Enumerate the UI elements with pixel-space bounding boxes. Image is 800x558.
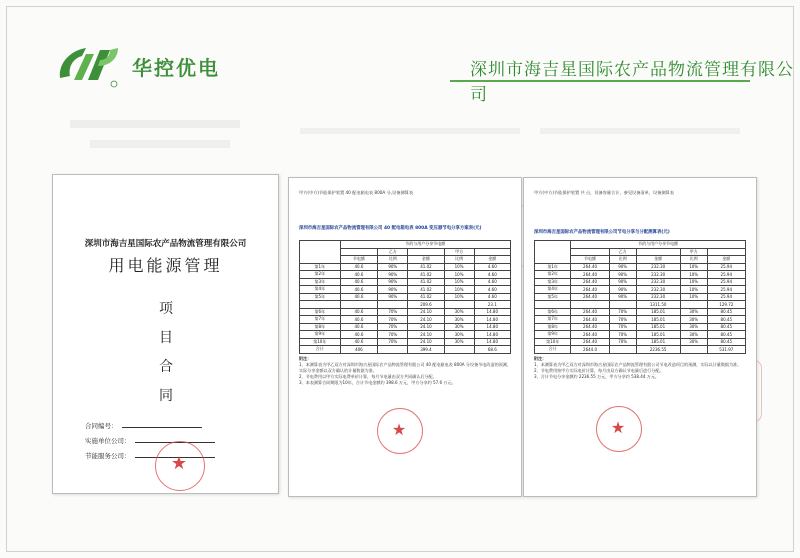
table-cell (609, 346, 636, 354)
table-cell: 40.6 (340, 308, 378, 316)
table-row (300, 271, 511, 279)
table-cell: 70% (609, 308, 636, 316)
table-cell: 第10年 (535, 338, 571, 346)
table-row (300, 278, 511, 286)
table-title: 深圳市海吉星国际农产品物流管理有限公司节电分享与分配测算表(元) (534, 230, 670, 235)
table-cell: 90% (378, 271, 408, 279)
table-notes (534, 356, 746, 380)
table-row (535, 278, 746, 286)
table-cell: 185.01 (636, 338, 680, 346)
table-cell: 90% (609, 271, 636, 279)
table-cell (444, 346, 474, 354)
seal-star-icon: ★ (391, 420, 407, 439)
table-cell: 4.60 (474, 293, 510, 301)
table-cell: 70% (378, 338, 408, 346)
company-title: 深圳市海吉星国际农产品物流管理有限公司 (470, 60, 794, 105)
table-cell: 第7年 (535, 316, 571, 324)
table-cell: 209.6 (408, 301, 444, 309)
table-header-cell: 金额 (707, 256, 745, 264)
savings-table-page-1 (288, 177, 522, 497)
note-item: 2、节电费用按甲方实际电价计算，每月由双方确认节电量后进行分配。 (534, 368, 664, 373)
contract-cover-page (52, 174, 279, 494)
table-cell: 14.80 (474, 316, 510, 324)
table-cell: 40.6 (340, 293, 378, 301)
table-cell: 30% (444, 323, 474, 331)
table-cell: 70% (609, 323, 636, 331)
field-client: 实施单位公司： (85, 434, 215, 449)
cover-char: 项 (159, 301, 173, 317)
table-cell: 80.45 (707, 316, 745, 324)
table-cell (444, 301, 474, 309)
cover-char: 同 (159, 388, 173, 404)
notes-label: 附注： (534, 356, 547, 361)
table-cell: 第5年 (300, 293, 341, 301)
table-cell: 10% (444, 286, 474, 294)
table-cell: 23.1 (474, 301, 510, 309)
table-cell: 10% (444, 293, 474, 301)
field-contract-no: 合同编号： (85, 419, 215, 434)
table-cell: 第4年 (535, 286, 571, 294)
table-row (535, 346, 746, 354)
table-cell: 第9年 (535, 331, 571, 339)
table-cell (680, 346, 707, 354)
table-cell: 10% (444, 271, 474, 279)
table-row (535, 263, 746, 271)
table-cell (340, 301, 378, 309)
table-cell: 68.6 (474, 346, 510, 354)
table-row (535, 301, 746, 309)
table-cell: 第8年 (535, 323, 571, 331)
table-row (300, 308, 511, 316)
table-cell: 10% (680, 278, 707, 286)
table-cell: 合计 (535, 346, 571, 354)
table-row (535, 323, 746, 331)
table-cell: 70% (609, 331, 636, 339)
table-cell: 1311.50 (636, 301, 680, 309)
table-row (535, 316, 746, 324)
table-row (300, 316, 511, 324)
table-cell: 90% (378, 293, 408, 301)
page-preamble: 甲方(中方)节能保护装置 40 配电箱电表 800A 分,设备测算表 (299, 190, 414, 195)
table-header-cell: 金额 (474, 256, 510, 264)
table-header-cell: 金额 (408, 256, 444, 264)
table-cell: 25.94 (707, 293, 745, 301)
table-cell: 14.80 (474, 338, 510, 346)
bleed-through-mark (90, 140, 230, 148)
note-item: 1、本测算表为甲乙双方对深圳市海吉星国际农产品物流管理有限公司 40 配电箱电表 800A 分设备节电改造的预测，实际分享金额以双方确认的计量数据为准。 (299, 362, 511, 373)
page-preamble: 甲方(中方)节能保护装置 共 台，设备容量合计，参见设备清单，设备测算表 (534, 190, 674, 195)
table-cell: 10% (680, 263, 707, 271)
table-cell: 232.30 (636, 293, 680, 301)
table-header-cell: 节电额 (340, 256, 378, 264)
cover-char: 目 (159, 330, 173, 346)
table-row (535, 286, 746, 294)
table-cell: 24.10 (408, 331, 444, 339)
table-cell: 第2年 (300, 271, 341, 279)
table-cell: 264.40 (571, 286, 609, 294)
table-header-cell: 节电额 (571, 256, 609, 264)
title-underline (450, 80, 750, 82)
cover-vertical-title (153, 295, 179, 411)
table-cell: 90% (609, 293, 636, 301)
bleed-through-mark (540, 128, 740, 134)
table-cell: 30% (444, 316, 474, 324)
table-row (300, 301, 511, 309)
table-cell (609, 301, 636, 309)
table-cell: 10% (680, 293, 707, 301)
table-subheader-cell (408, 248, 444, 256)
seal-star-icon: ★ (610, 418, 626, 437)
table-cell: 40.6 (340, 286, 378, 294)
table-cell: 90% (609, 278, 636, 286)
table-cell: 30% (680, 323, 707, 331)
table-subheader-cell (707, 248, 745, 256)
table-cell: 40.6 (340, 271, 378, 279)
table-subheader-cell (571, 248, 609, 256)
table-cell: 80.45 (707, 308, 745, 316)
table-cell: 24.10 (408, 323, 444, 331)
table-cell (535, 301, 571, 309)
table-title: 深圳市海吉星国际农产品物流管理有限公司 40 配电箱电表 800A 变压器节电分享方案表(元) (299, 226, 482, 231)
table-subheader-cell: 甲方 (680, 248, 707, 256)
table-cell: 第9年 (300, 331, 341, 339)
table-group-header: 节约与用户分享节电额 (571, 241, 746, 249)
brand-name: 华控优电 (132, 56, 220, 80)
table-cell: 10% (444, 278, 474, 286)
table-subheader-cell (340, 248, 378, 256)
table-cell: 14.80 (474, 331, 510, 339)
table-cell: 80.45 (707, 331, 745, 339)
table-cell: 41.02 (408, 278, 444, 286)
table-cell: 合计 (300, 346, 341, 354)
table-cell: 25.94 (707, 278, 745, 286)
table-cell: 2236.55 (636, 346, 680, 354)
table-cell: 30% (444, 308, 474, 316)
table-row (300, 346, 511, 354)
table-cell: 30% (680, 316, 707, 324)
table-cell: 第4年 (300, 286, 341, 294)
table-cell: 264.40 (571, 263, 609, 271)
table-cell: 264.40 (571, 278, 609, 286)
table-cell: 41.02 (408, 286, 444, 294)
note-item: 2、节电费用以甲方实际电费单价计算，每月节电量由双方共同确认后分配。 (299, 374, 437, 379)
table-cell: 264.40 (571, 293, 609, 301)
table-cell (378, 301, 408, 309)
table-cell: 10% (680, 271, 707, 279)
table-cell: 40.6 (340, 338, 378, 346)
table-row (535, 338, 746, 346)
table-subheader-cell (636, 248, 680, 256)
note-item: 3、合计节电分享金额约 2236.55 万元，甲方分享约 538.44 万元。 (534, 374, 660, 379)
cover-title: 用电能源管理 (108, 256, 223, 275)
table-cell: 40.6 (340, 263, 378, 271)
note-item: 1、本测算表为甲乙双方对深圳市海吉星国际农产品物流管理有限公司节电改造项目的预测，实际以计量数据为准。 (534, 362, 742, 367)
table-cell: 70% (378, 331, 408, 339)
bleed-through-mark (300, 128, 520, 134)
table-cell: 第1年 (300, 263, 341, 271)
table-cell (300, 301, 341, 309)
table-cell (680, 301, 707, 309)
table-cell (571, 301, 609, 309)
table-header-cell: 比例 (609, 256, 636, 264)
table-group-header: 节约与用户分享节电额 (340, 241, 510, 249)
savings-table (299, 240, 511, 354)
table-cell: 4.60 (474, 263, 510, 271)
table-cell: 第3年 (300, 278, 341, 286)
table-row (300, 323, 511, 331)
table-cell: 531.97 (707, 346, 745, 354)
table-notes (299, 356, 511, 386)
savings-table-page-2 (523, 177, 757, 497)
table-cell: 232.30 (636, 263, 680, 271)
field-service: 节能服务公司： (85, 449, 215, 464)
savings-table (534, 240, 746, 354)
table-cell: 30% (680, 331, 707, 339)
table-cell: 第5年 (535, 293, 571, 301)
table-cell: 第6年 (535, 308, 571, 316)
table-cell: 10% (444, 263, 474, 271)
table-cell: 第7年 (300, 316, 341, 324)
table-subheader-cell (474, 248, 510, 256)
table-cell: 25.94 (707, 263, 745, 271)
table-cell: 185.01 (636, 316, 680, 324)
table-cell: 第10年 (300, 338, 341, 346)
table-cell: 40.6 (340, 323, 378, 331)
table-cell: 70% (378, 323, 408, 331)
table-cell: 30% (680, 308, 707, 316)
table-row (300, 331, 511, 339)
table-cell: 第8年 (300, 323, 341, 331)
table-cell: 264.40 (571, 331, 609, 339)
cover-company: 深圳市海吉星国际农产品物流管理有限公司 (84, 239, 247, 249)
table-cell: 264.40 (571, 338, 609, 346)
table-row (300, 338, 511, 346)
table-cell: 30% (444, 338, 474, 346)
table-header-cell: 比例 (378, 256, 408, 264)
table-cell: 232.30 (636, 278, 680, 286)
seal-star-icon: ★ (170, 453, 188, 474)
table-cell: 第6年 (300, 308, 341, 316)
table-cell: 185.01 (636, 323, 680, 331)
table-subheader-cell: 甲方 (444, 248, 474, 256)
table-cell: 40.6 (340, 316, 378, 324)
table-cell: 30% (444, 331, 474, 339)
table-cell: 4.60 (474, 271, 510, 279)
table-cell: 14.80 (474, 323, 510, 331)
bleed-through-mark (70, 120, 240, 128)
table-cell: 90% (609, 263, 636, 271)
table-cell: 90% (378, 278, 408, 286)
table-cell: 14.80 (474, 308, 510, 316)
table-header-cell: 比例 (444, 256, 474, 264)
table-row (300, 263, 511, 271)
table-cell: 70% (609, 316, 636, 324)
table-cell: 185.01 (636, 331, 680, 339)
table-cell: 264.40 (571, 323, 609, 331)
table-row (300, 286, 511, 294)
table-header-cell: 金额 (636, 256, 680, 264)
table-cell: 399.4 (408, 346, 444, 354)
table-cell: 264.40 (571, 308, 609, 316)
table-cell: 70% (378, 316, 408, 324)
table-cell: 41.02 (408, 293, 444, 301)
table-cell: 25.94 (707, 271, 745, 279)
table-header-cell: 比例 (680, 256, 707, 264)
table-cell: 41.02 (408, 271, 444, 279)
table-cell: 232.30 (636, 271, 680, 279)
table-cell: 232.30 (636, 286, 680, 294)
table-cell: 2644.0 (571, 346, 609, 354)
table-cell: 90% (378, 286, 408, 294)
table-cell: 10% (680, 286, 707, 294)
table-subheader-cell: 乙方 (378, 248, 408, 256)
table-cell: 406 (340, 346, 378, 354)
table-cell: 24.10 (408, 316, 444, 324)
notes-label: 附注： (299, 356, 312, 361)
table-cell: 185.01 (636, 308, 680, 316)
table-cell: 4.60 (474, 278, 510, 286)
table-cell: 24.10 (408, 338, 444, 346)
table-cell: 90% (378, 263, 408, 271)
table-cell: 70% (609, 338, 636, 346)
table-cell: 4.60 (474, 286, 510, 294)
table-row (535, 271, 746, 279)
table-cell: 40.6 (340, 331, 378, 339)
table-row (535, 293, 746, 301)
huakong-logo-icon (52, 40, 124, 90)
table-row (300, 293, 511, 301)
table-cell: 264.40 (571, 271, 609, 279)
table-cell: 41.02 (408, 263, 444, 271)
table-cell: 40.6 (340, 278, 378, 286)
table-cell: 70% (378, 308, 408, 316)
table-cell: 30% (680, 338, 707, 346)
table-cell: 80.45 (707, 323, 745, 331)
note-item: 3、本表测算合同期限为10年，合计节电金额约 398.6 万元，甲方分享约 57.6 万元。 (299, 380, 456, 385)
table-cell: 90% (609, 286, 636, 294)
table-cell: 129.72 (707, 301, 745, 309)
table-cell: 第3年 (535, 278, 571, 286)
table-cell: 25.94 (707, 286, 745, 294)
table-subheader-cell: 乙方 (609, 248, 636, 256)
table-cell: 第2年 (535, 271, 571, 279)
table-cell: 第1年 (535, 263, 571, 271)
table-cell: 24.10 (408, 308, 444, 316)
table-cell: 80.45 (707, 338, 745, 346)
cover-char: 合 (159, 359, 173, 375)
table-row (535, 331, 746, 339)
table-cell (378, 346, 408, 354)
table-cell: 264.40 (571, 316, 609, 324)
table-row (535, 308, 746, 316)
